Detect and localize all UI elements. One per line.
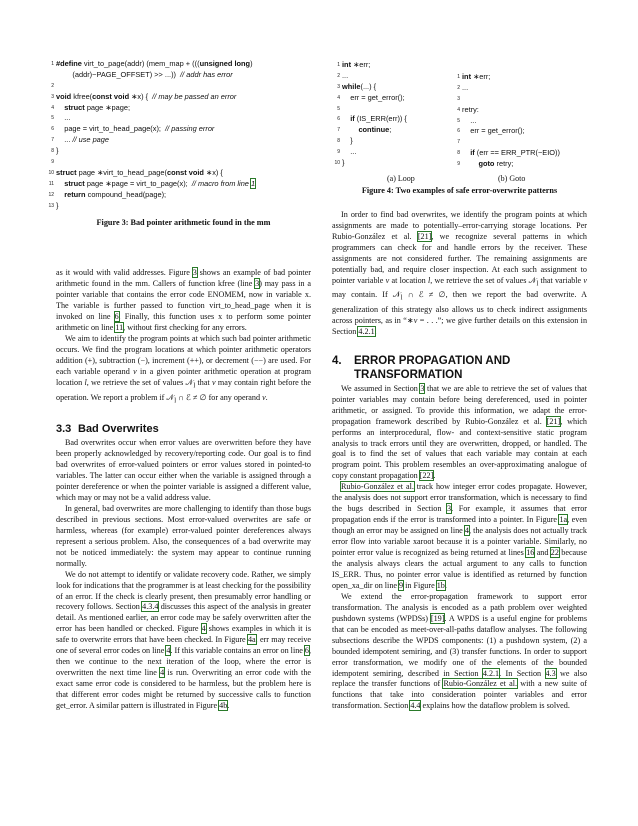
line-number: 7: [457, 139, 460, 146]
figure-4-caption: Figure 4: Two examples of safe error-overwrite patterns: [361, 186, 558, 195]
code-line: [334, 158, 407, 169]
section-3-3-heading: [56, 423, 311, 435]
right-column: [332, 0, 587, 712]
code-line: [457, 82, 560, 94]
code-text: err = get_error();: [462, 126, 525, 136]
code-text: struct page ∗virt_to_head_page(const void ∗x) {: [56, 167, 223, 177]
line-number: 12: [48, 191, 54, 198]
cross-reference-link[interactable]: 22: [550, 548, 559, 558]
cross-reference-link[interactable]: 4.2.1: [482, 668, 500, 678]
paragraph: We extend the error-propagation framework to support error transformation. The analysis is encoded as a path problem over weighted pushdown systems (WPDSs) [19]. A WPDS is a useful engine for problems that can be encoded as meet-over-all-paths dataflow analyses. The following subsections describe the WPDS components: (1) a pushdown system, (2) a bounded idempotent semiring, and (3) transfer functions. In order to support error transformation, we modify one of the elements of the bounded idempotent semiring, described in Section 4.2.1. In Section 4.3 we also replace the transfer functions of Rubio-González et al. with a new suite of functions that take into consideration pointer variables and error transformation. Section 4.4 explains how the dataflow problem is solved.: [332, 591, 588, 711]
cross-reference-link[interactable]: 3: [420, 383, 425, 393]
code-text: struct page ∗page;: [64, 102, 131, 112]
section-4-heading: [332, 354, 587, 382]
code-text: struct page ∗page = virt_to_page(x); // macro from line 1: [64, 178, 256, 188]
code-line: [337, 114, 407, 125]
line-number: 4: [337, 94, 340, 101]
code-line: [337, 70, 407, 82]
code-line: [51, 135, 311, 146]
cross-reference-link[interactable]: 1a: [559, 515, 568, 525]
line-number: 3: [457, 95, 460, 102]
code-line: [337, 136, 407, 147]
line-number: 2: [337, 72, 340, 79]
code-line: [51, 146, 311, 157]
code-line: [337, 104, 407, 115]
figure-4a-code: [334, 60, 407, 169]
code-line: [51, 91, 311, 103]
cross-reference-link[interactable]: [21]: [546, 416, 561, 426]
line-number: 6: [51, 126, 54, 133]
section-4-body: [332, 384, 587, 713]
code-text: if (err == ERR_PTR(−EIO)): [470, 148, 560, 158]
code-text: void kfree(const void ∗x) { // may be passed an error: [56, 91, 237, 101]
code-line: [337, 81, 407, 93]
cross-reference-link[interactable]: [19]: [430, 613, 445, 623]
cross-reference-link[interactable]: 3: [447, 504, 452, 514]
cross-reference-link[interactable]: [22]: [419, 471, 434, 481]
line-number: 1: [457, 74, 460, 80]
code-text: err = get_error();: [342, 92, 405, 102]
paragraph: Bad overwrites occur when error values are overwritten before they have been properly acknowledged by recovery/reporting code. Our goal is to find bad overwrites of error-valued pointers or error values stored in pointed-to variables. The latter can occur either when the variable is assigned through a pointer dereference or when the pointer variable is assigned a different value, which may or may not be a valid address value.: [56, 438, 311, 502]
code-line: [51, 102, 311, 114]
cross-reference-link[interactable]: 3: [255, 279, 260, 289]
code-text: }: [342, 158, 345, 168]
code-text: }: [342, 136, 353, 146]
code-text: return compound_head(page);: [64, 189, 167, 199]
code-line: [48, 167, 311, 179]
line-number: 5: [337, 105, 340, 112]
paragraph: We do not attempt to identify or validate recovery code. Rather, we simply look for indications that the programmer is at least checking for the possibility of an error. If the check is clearly present, then presumably error handling or recovery follows. Section 4.3.4 discusses this aspect of the analysis in greater detail. As mentioned earlier, an error code may be safely overwritten after the error has been handled or checked. Figure 4 shows examples in which it is safe to overwrite errors that have been checked. In Figure 4a, err may receive one of several error codes on line 4. If this variable contains an error on line 6, then we continue to the next iteration of the loop, where the error is overwritten the next time line 4 is run. Overwriting an error code with the exact same error code is considered to be harmless, but the problem here is that different error codes might be returned by successive calls to function get_error. A similar pattern is illustrated in Figure 4b.: [56, 569, 311, 711]
cross-reference-link[interactable]: 4: [160, 668, 165, 678]
code-line: [48, 200, 311, 212]
code-text: ...: [56, 113, 71, 123]
code-line: [457, 115, 560, 127]
code-line: [51, 124, 311, 135]
line-number: 5: [457, 117, 460, 124]
cross-reference-link[interactable]: 4: [166, 646, 171, 656]
line-number: 8: [457, 150, 460, 157]
code-text: if (IS_ERR(err)) {: [350, 114, 407, 124]
line-number: 1: [337, 62, 340, 68]
section-number: 4.: [332, 354, 342, 367]
code-line: [457, 72, 560, 83]
code-line: [51, 59, 311, 70]
line-number: 2: [457, 84, 460, 91]
line-number: 4: [51, 104, 54, 111]
code-text: retry:: [462, 104, 479, 114]
code-text: ...: [462, 115, 477, 125]
line-number: 5: [51, 115, 54, 122]
line-number: 8: [51, 148, 54, 155]
code-line: [457, 104, 560, 116]
code-line: [457, 159, 560, 170]
code-text: continue;: [358, 125, 392, 135]
code-text: goto retry;: [478, 159, 514, 169]
cross-reference-link[interactable]: 1: [250, 178, 256, 188]
cross-reference-link[interactable]: 9: [399, 580, 404, 590]
paragraph: Rubio-González et al. track how integer error codes propagate. However, the analysis does not support error transformation, which is necessary to find the bugs described in Section 3. For example, it assumes that error propagation ends if the error is transformed into a pointer. In Figure 1a, even though an error may be assigned on line 4, the analysis does not actually track error flow into variable xaroot because it is a pointer variable. Similarly, no pointer error value is recognized as being returned at lines 16 and 22 because the analysis always clears the actual argument to any calls to function IS_ERR. Thus, no pointer error value is identified as returned by function open_xa_dir on line 9 in Figure 1b.: [332, 482, 587, 590]
section-3-3-body: [56, 438, 311, 712]
line-number: 9: [457, 161, 460, 168]
left-body: [56, 268, 311, 407]
cross-reference-link[interactable]: 4a: [247, 635, 256, 645]
line-number: 1: [51, 61, 54, 67]
cross-reference-link[interactable]: 6: [304, 646, 309, 656]
line-number: 10: [334, 160, 340, 167]
line-number: 3: [51, 93, 54, 100]
code-line: [337, 60, 407, 71]
line-number: 8: [337, 138, 340, 145]
code-text: ...: [342, 147, 357, 157]
line-number: 6: [337, 116, 340, 123]
cross-reference-link[interactable]: 3: [192, 268, 197, 278]
left-column: [48, 0, 312, 712]
line-number: 13: [48, 202, 54, 209]
line-number: 3: [337, 83, 340, 90]
cross-reference-link[interactable]: 11: [115, 323, 124, 333]
line-number: 9: [337, 149, 340, 156]
cross-reference-link[interactable]: [21]: [417, 231, 432, 241]
code-text: ... // use page: [56, 135, 110, 145]
code-text: #define virt_to_page(addr) (mem_map + (((unsigned long): [56, 59, 253, 68]
code-text: (addr)−PAGE_OFFSET) >> ...)) // addr has error: [56, 69, 233, 79]
line-number: 9: [51, 159, 54, 166]
figure-3-caption: Figure 3: Bad pointer arithmetic found in the mm: [96, 218, 271, 228]
figure-4: [332, 60, 587, 186]
figure-4a-subcaption: (a) Loop: [387, 174, 415, 183]
figure-4b-code: [457, 72, 560, 170]
cross-reference-link[interactable]: 4b: [219, 701, 228, 711]
code-text: }: [56, 146, 59, 156]
code-line: [51, 157, 311, 168]
paragraph: We aim to identify the program points at which such bad pointer arithmetic occurs. We find the program locations at which pointer arithmetic operators addition (+), subtraction (−), increment (++), or decrement (−−) are used. For each variable operand v in a given pointer arithmetic operation at program location l, we retrieve the set of values 𝒩$_l$ that v may contain right before the operation. We report a problem if 𝒩$_l$ ∩ ℰ ≠ ∅ for any operand v.: [56, 334, 312, 405]
line-number: 7: [51, 137, 54, 144]
paragraph: In general, bad overwrites are more challenging to identify than those bugs described in previous sections. Most error-valued overwrites are safe or harmless, whereas (for example) error-valued pointer dereferences always represent a serious problem. Also, the consequences of a bad overwrite may not be noticed immediately: the system may appear to continue running normally.: [56, 503, 311, 568]
cross-reference-link[interactable]: 4.3: [545, 668, 556, 678]
line-number: 2: [51, 82, 54, 89]
code-text: }: [56, 200, 59, 210]
line-number: 10: [48, 169, 54, 176]
code-line: [48, 189, 311, 201]
code-line: [337, 125, 407, 136]
code-text: ...: [462, 82, 469, 92]
code-text: int ∗err;: [462, 72, 491, 81]
code-line: [51, 113, 311, 124]
cross-reference-link[interactable]: 4.2.1: [358, 326, 375, 336]
cross-reference-link[interactable]: 4.4: [410, 701, 421, 711]
paragraph: We assumed in Section 3 that we are able to retrieve the set of values that pointer variables may contain before being dereferenced, used in pointer arithmetic, or assigned. To provide this information, we adapt the error-propagation framework described by Rubio-González et al. [21], which performs an interprocedural, flow- and context-sensitive static program analysis to track errors until they are overwritten, dropped, or handled. The goal is to find the set of values that each variable may contain at each program point. This problem resembles an over-approximating analogue of copy constant propagation [22].: [332, 383, 587, 481]
code-text: while(...) {: [342, 81, 377, 91]
cross-reference-link[interactable]: 6: [114, 312, 119, 322]
section-title-line2: TRANSFORMATION: [354, 368, 463, 381]
code-line: [56, 70, 311, 81]
figure-3-code: [48, 59, 311, 211]
code-line: [457, 94, 560, 105]
paragraph: as it would with valid addresses. Figure 3 shows an example of bad pointer arithmetic found in the mm. Callers of function kfree (line 3) may pass in a pointer variable that contains the error code ENOMEM, now in variable x. The variable is further passed to function virt_to_head_page when it is invoked on line 6. Finally, this function uses x to perform some pointer arithmetic on line 11, without first checking for any errors.: [56, 268, 311, 333]
code-line: [48, 178, 311, 190]
cross-reference-link[interactable]: 1b: [436, 580, 445, 590]
code-line: [51, 81, 311, 92]
paragraph: In order to find bad overwrites, we identify the program points at which assignments are made to potentially–error-carrying storage locations. Per Rubio-González et al. [21], we recognize several patterns in which programmers can check for and handle errors by the receiver. These assignments are not considered further. The remaining assignments are potentially bad, and require closer inspection. At each such assignment to pointer variable v at location l, we retrieve the set of values 𝒩$_l$ that variable v may contain. If 𝒩$_l$ ∩ ℰ ≠ ∅, then we report the bad overwrite. A generalization of this strategy also allows us to check indirect assignments across pointers, as in “∗v = . . .”; we give further details on this extension in Section 4.2.1.: [332, 210, 588, 336]
code-text: int ∗err;: [342, 60, 371, 69]
code-line: [337, 92, 407, 104]
code-line: [457, 148, 560, 159]
figure-4b-subcaption: (b) Goto: [498, 174, 526, 183]
line-number: 11: [48, 180, 54, 187]
cross-reference-link[interactable]: 4.3.4: [142, 602, 159, 612]
section-title-line1: ERROR PROPAGATION AND: [354, 354, 511, 367]
cross-reference-link[interactable]: Rubio-González et al.: [341, 482, 414, 492]
section-title: Bad Overwrites: [78, 423, 159, 436]
code-text: ...: [342, 70, 349, 80]
code-line: [337, 147, 407, 158]
right-body: [332, 210, 587, 338]
line-number: 4: [457, 106, 460, 113]
code-line: [457, 126, 560, 137]
cross-reference-link[interactable]: 4: [464, 526, 469, 536]
line-number: 6: [457, 128, 460, 135]
section-number: 3.3: [56, 423, 72, 436]
cross-reference-link[interactable]: 4: [201, 624, 206, 634]
cross-reference-link[interactable]: Rubio-González et al.: [443, 679, 518, 689]
code-line: [457, 137, 560, 148]
cross-reference-link[interactable]: 16: [526, 548, 535, 558]
code-text: page = virt_to_head_page(x); // passing error: [56, 124, 215, 134]
line-number: 7: [337, 127, 340, 134]
